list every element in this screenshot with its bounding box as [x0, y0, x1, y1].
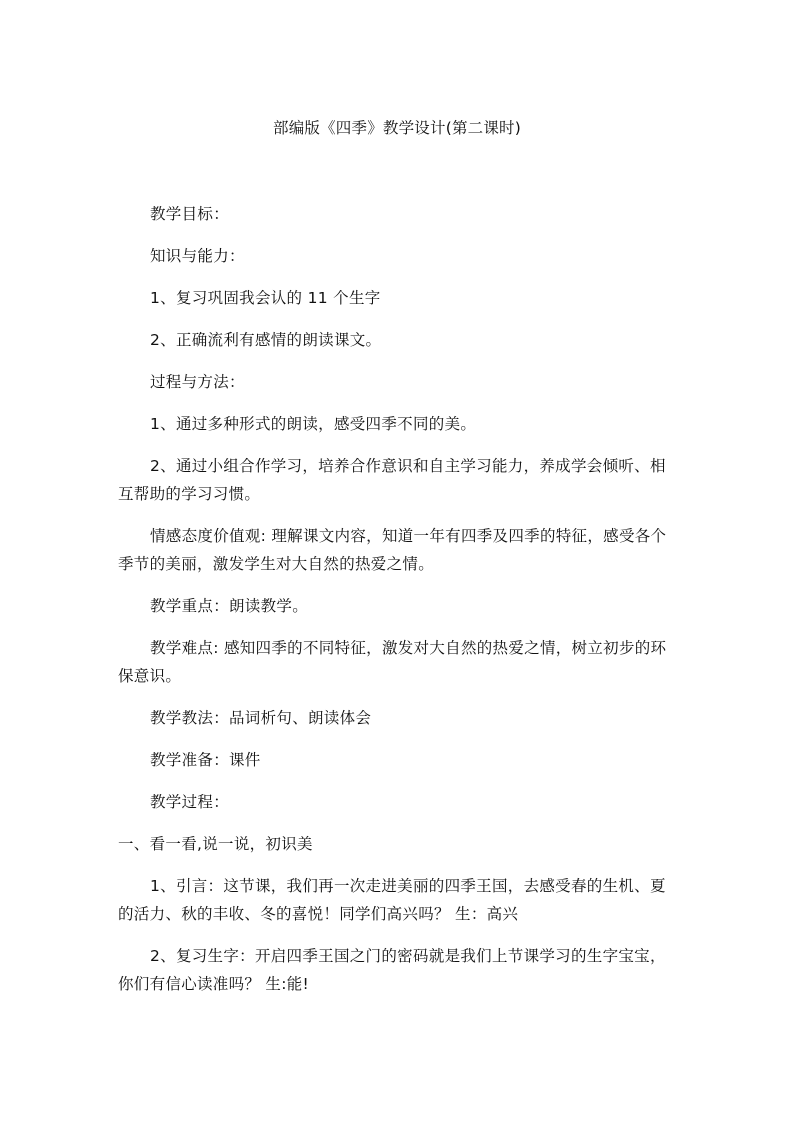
paragraph-method-1: 1、通过多种形式的朗读，感受四季不同的美。 — [150, 415, 477, 433]
paragraph-step-1: 1、引言：这节课，我们再一次走进美丽的四季王国，去感受春的生机、夏的活力、秋的丰收、冬的喜悦！同学们高兴吗？ 生：高兴 — [118, 877, 666, 923]
paragraph-process-method: 过程与方法： — [150, 373, 245, 391]
paragraph-method-2: 2、通过小组合作学习，培养合作意识和自主学习能力，养成学会倾听、相互帮助的学习习惯。 — [118, 457, 666, 503]
document-body — [118, 200, 678, 1012]
paragraph-key-point: 教学重点：朗读教学。 — [150, 597, 309, 615]
paragraph-emotion-values: 情感态度价值观: 理解课文内容，知道一年有四季及四季的特征，感受各个季节的美丽，激发学生对大自然的热爱之情。 — [118, 527, 667, 573]
paragraph-difficult-point: 教学难点: 感知四季的不同特征，激发对大自然的热爱之情，树立初步的环保意识。 — [118, 639, 667, 685]
paragraph-goal-2: 2、正确流利有感情的朗读课文。 — [150, 331, 382, 349]
paragraph-knowledge-ability: 知识与能力： — [150, 247, 245, 265]
paragraph-step-2: 2、复习生字：开启四季王国之门的密码就是我们上节课学习的生字宝宝，你们有信心读准吗？ 生:能! — [118, 947, 666, 993]
paragraph-goal-1: 1、复习巩固我会认的 11 个生字 — [150, 289, 381, 307]
section-heading-1: 一、看一看,说一说，初识美 — [118, 835, 313, 853]
paragraph-teaching-process: 教学过程： — [150, 793, 230, 811]
document-title: 部编版《四季》教学设计(第二课时) — [273, 119, 521, 137]
paragraph-teaching-goals: 教学目标： — [150, 205, 230, 223]
paragraph-teaching-methods: 教学教法：品词析句、朗读体会 — [150, 709, 372, 727]
paragraph-teaching-prep: 教学准备：课件 — [150, 751, 261, 769]
